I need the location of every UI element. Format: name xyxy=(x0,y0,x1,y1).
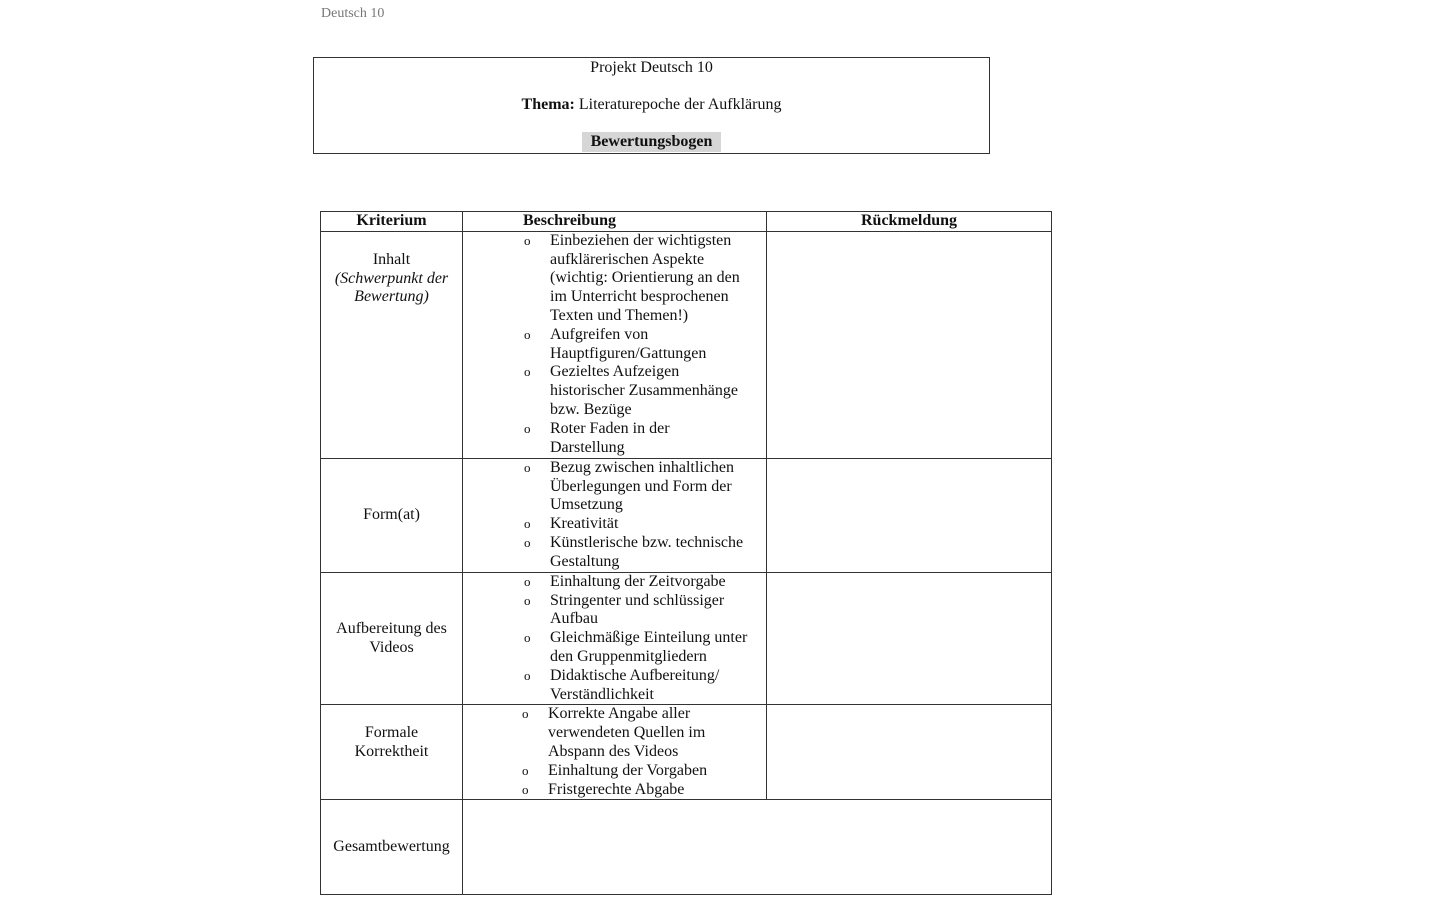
criterion-cell: Form(at) xyxy=(321,458,463,572)
evaluation-table xyxy=(320,211,1052,895)
list-item: o Gezieltes Aufzeigen historischer Zusammenhänge bzw. Bezüge xyxy=(463,363,766,419)
list-item: o Bezug zwischen inhaltlichen Überlegungen und Form der Umsetzung xyxy=(463,459,766,515)
list-item: o Gleichmäßige Einteilung unter den Gruppenmitgliedern xyxy=(463,629,766,667)
criterion-note: (Schwerpunkt der Bewertung) xyxy=(334,269,449,306)
criterion-cell xyxy=(321,231,463,458)
theme-line xyxy=(314,96,989,114)
project-title: Projekt Deutsch 10 xyxy=(590,59,713,76)
list-item: o Roter Faden in der Darstellung xyxy=(463,420,766,458)
column-header-beschreibung: Beschreibung xyxy=(463,212,767,232)
page-header: Deutsch 10 xyxy=(321,6,385,21)
feedback-cell[interactable] xyxy=(767,705,1052,800)
table-row xyxy=(321,458,1052,572)
description-cell xyxy=(463,705,767,800)
table-header-row xyxy=(321,212,1052,232)
criterion-label: Inhalt xyxy=(372,250,411,268)
criterion-cell: Formale Korrektheit xyxy=(321,705,463,800)
list-item: o Stringenter und schlüssiger Aufbau xyxy=(463,592,766,630)
table-row xyxy=(321,231,1052,458)
theme-value: Literaturepoche der Aufklärung xyxy=(574,96,782,113)
list-item: o Einbeziehen der wichtigsten aufklärerischen Aspekte (wichtig: Orientierung an den im Unterricht besprochenen Texten und Themen!) xyxy=(463,232,766,326)
feedback-cell[interactable] xyxy=(767,572,1052,705)
list-item: o Einhaltung der Vorgaben xyxy=(463,762,766,781)
subtitle xyxy=(314,133,989,151)
table-row xyxy=(321,572,1052,705)
list-item: o Didaktische Aufbereitung/ Verständlichkeit xyxy=(463,667,766,705)
subtitle-highlight: Bewertungsbogen xyxy=(582,132,722,152)
list-item: o Einhaltung der Zeitvorgabe xyxy=(463,573,766,592)
total-feedback-cell[interactable] xyxy=(463,800,1052,895)
list-item: o Künstlerische bzw. technische Gestaltung xyxy=(463,534,766,572)
description-cell xyxy=(463,231,767,458)
list-item: o Fristgerechte Abgabe xyxy=(463,781,766,800)
column-header-kriterium: Kriterium xyxy=(321,212,463,232)
table-row xyxy=(321,705,1052,800)
list-item: o Kreativität xyxy=(463,515,766,534)
feedback-cell[interactable] xyxy=(767,231,1052,458)
total-row xyxy=(321,800,1052,895)
description-cell xyxy=(463,458,767,572)
criterion-cell: Aufbereitung des Videos xyxy=(321,572,463,705)
list-item: o Korrekte Angabe aller verwendeten Quellen im Abspann des Videos xyxy=(463,705,766,761)
title-box xyxy=(313,57,990,154)
list-item: o Aufgreifen von Hauptfiguren/Gattungen xyxy=(463,326,766,364)
column-header-rueckmeldung: Rückmeldung xyxy=(767,212,1052,232)
feedback-cell[interactable] xyxy=(767,458,1052,572)
total-label: Gesamtbewertung xyxy=(321,800,463,895)
theme-label: Thema: xyxy=(521,96,575,113)
description-cell xyxy=(463,572,767,705)
